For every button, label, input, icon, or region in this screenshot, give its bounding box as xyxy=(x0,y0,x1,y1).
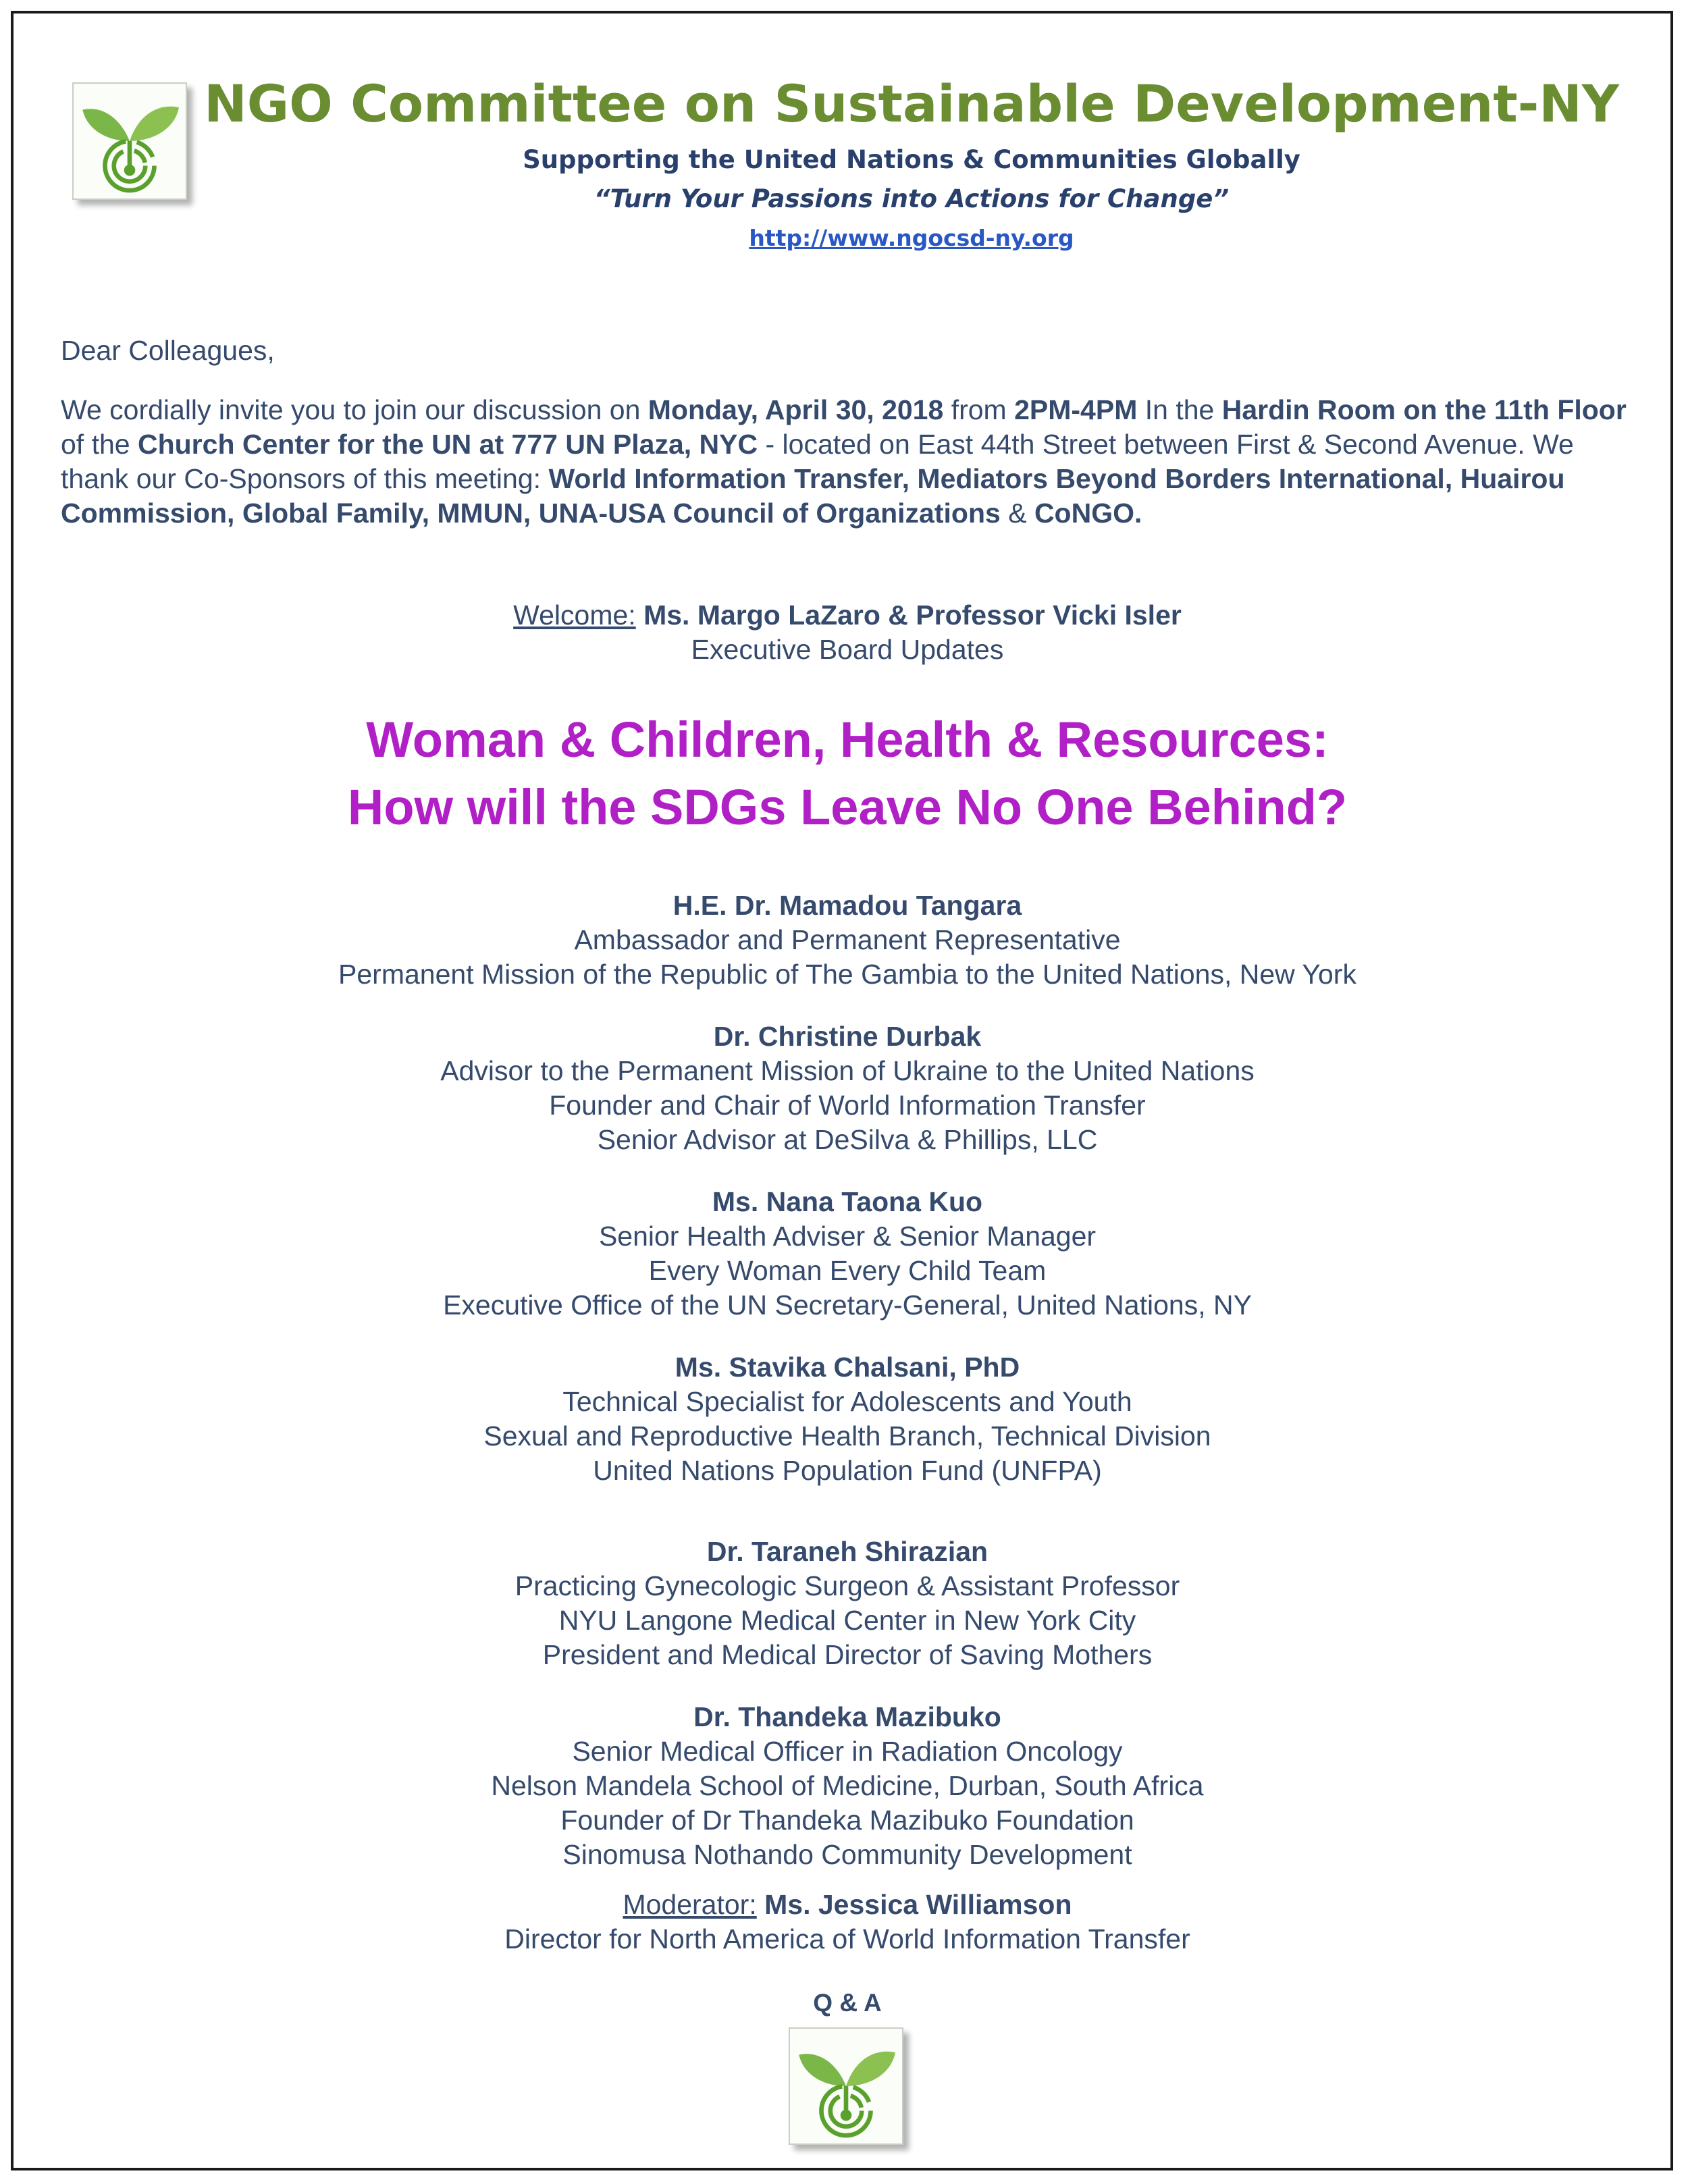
moderator-name: Ms. Jessica Williamson xyxy=(764,1889,1072,1920)
speaker-affiliation: United Nations Population Fund (UNFPA) xyxy=(593,1455,1102,1486)
speaker-entry xyxy=(61,1185,1634,1323)
moderator-section xyxy=(61,1888,1634,1956)
speaker-title: Senior Medical Officer in Radiation Oncology xyxy=(572,1736,1123,1767)
header xyxy=(203,70,1620,258)
speaker-affiliation: Permanent Mission of the Republic of The Gambia to the United Nations, New York xyxy=(338,959,1356,990)
invite-text-5: - located on East 44th Street between First & Second Avenue. We thank our Co-Sponsors of this meeting: xyxy=(61,429,1574,494)
speaker-affiliation: President and Medical Director of Saving Mothers xyxy=(542,1639,1153,1670)
speaker-affiliation: Senior Advisor at DeSilva & Phillips, LLC xyxy=(597,1124,1098,1155)
tagline: Supporting the United Nations & Communities Globally xyxy=(523,145,1300,174)
speaker-title: Senior Health Adviser & Senior Manager xyxy=(598,1221,1097,1252)
speaker-entry xyxy=(61,1019,1634,1157)
speaker-name: Dr. Taraneh Shirazian xyxy=(706,1536,988,1567)
event-title-line-2: How will the SDGs Leave No One Behind? xyxy=(347,779,1348,835)
speaker-affiliation: Executive Office of the UN Secretary-General, United Nations, NY xyxy=(443,1289,1252,1321)
sprout-in-circle-icon xyxy=(74,84,186,198)
speaker-title: Technical Specialist for Adolescents and Youth xyxy=(562,1386,1132,1417)
speaker-affiliation: Founder of Dr Thandeka Mazibuko Foundation xyxy=(560,1805,1134,1836)
invite-text-3: In the xyxy=(1137,394,1222,425)
welcome-names: Ms. Margo LaZaro & Professor Vicki Isler xyxy=(643,600,1182,631)
speaker-affiliation: NYU Langone Medical Center in New York City xyxy=(558,1605,1136,1636)
invite-text-6: & xyxy=(1000,498,1034,529)
welcome-label: Welcome: xyxy=(513,600,636,631)
meeting-time: 2PM-4PM xyxy=(1014,394,1138,425)
invitation-paragraph xyxy=(61,393,1634,531)
speaker-title: Ambassador and Permanent Representative xyxy=(574,924,1121,955)
meeting-date: Monday, April 30, 2018 xyxy=(648,394,944,425)
moderator-title: Director for North America of World Information Transfer xyxy=(504,1923,1190,1954)
moderator-label: Moderator: xyxy=(623,1889,757,1920)
welcome-note: Executive Board Updates xyxy=(691,634,1004,665)
greeting: Dear Colleagues, xyxy=(61,335,275,366)
speaker-name: Dr. Christine Durbak xyxy=(713,1021,982,1052)
co-sponsors: World Information Transfer, Mediators Beyond Borders International, Huairou Commission, Global Family, MMUN, UNA-USA Council of Organizations xyxy=(61,463,1565,529)
motto-quote: “Turn Your Passions into Actions for Change” xyxy=(594,184,1230,213)
meeting-venue: Church Center for the UN at 777 UN Plaza, NYC xyxy=(137,429,758,460)
speaker-entry xyxy=(61,888,1634,992)
speaker-title: Advisor to the Permanent Mission of Ukraine to the United Nations xyxy=(440,1055,1255,1086)
invite-text-2: from xyxy=(943,394,1015,425)
meeting-room: Hardin Room on the 11th Floor xyxy=(1221,394,1627,425)
speaker-affiliation: Sinomusa Nothando Community Development xyxy=(562,1839,1132,1870)
speaker-list xyxy=(61,888,1634,1900)
speaker-name: Ms. Nana Taona Kuo xyxy=(712,1186,983,1217)
org-title: NGO Committee on Sustainable Development-NY xyxy=(204,74,1619,134)
event-title xyxy=(61,706,1634,841)
q-and-a: Q & A xyxy=(813,1989,882,2017)
sprout-in-circle-icon xyxy=(790,2029,902,2143)
speaker-name: H.E. Dr. Mamadou Tangara xyxy=(672,890,1022,921)
logo-bottom xyxy=(789,2027,903,2145)
invite-text-4: of the xyxy=(61,429,138,460)
website-link[interactable]: http://www.ngocsd-ny.org xyxy=(749,225,1074,251)
speaker-entry xyxy=(61,1535,1634,1672)
speaker-affiliation: Every Woman Every Child Team xyxy=(648,1255,1047,1286)
welcome-section xyxy=(61,598,1634,667)
logo-top xyxy=(72,82,187,200)
speaker-entry xyxy=(61,1350,1634,1488)
speaker-affiliation: Founder and Chair of World Information Transfer xyxy=(549,1090,1146,1121)
speaker-name: Dr. Thandeka Mazibuko xyxy=(693,1701,1001,1732)
speaker-entry xyxy=(61,1700,1634,1872)
last-co-sponsor: CoNGO. xyxy=(1034,498,1142,529)
speaker-title: Practicing Gynecologic Surgeon & Assistant Professor xyxy=(515,1570,1180,1601)
speaker-affiliation: Sexual and Reproductive Health Branch, Technical Division xyxy=(483,1420,1211,1451)
invite-text-1: We cordially invite you to join our discussion on xyxy=(61,394,648,425)
speaker-name: Ms. Stavika Chalsani, PhD xyxy=(675,1352,1020,1383)
event-title-line-1: Woman & Children, Health & Resources: xyxy=(366,712,1329,768)
speaker-affiliation: Nelson Mandela School of Medicine, Durban, South Africa xyxy=(491,1770,1204,1801)
